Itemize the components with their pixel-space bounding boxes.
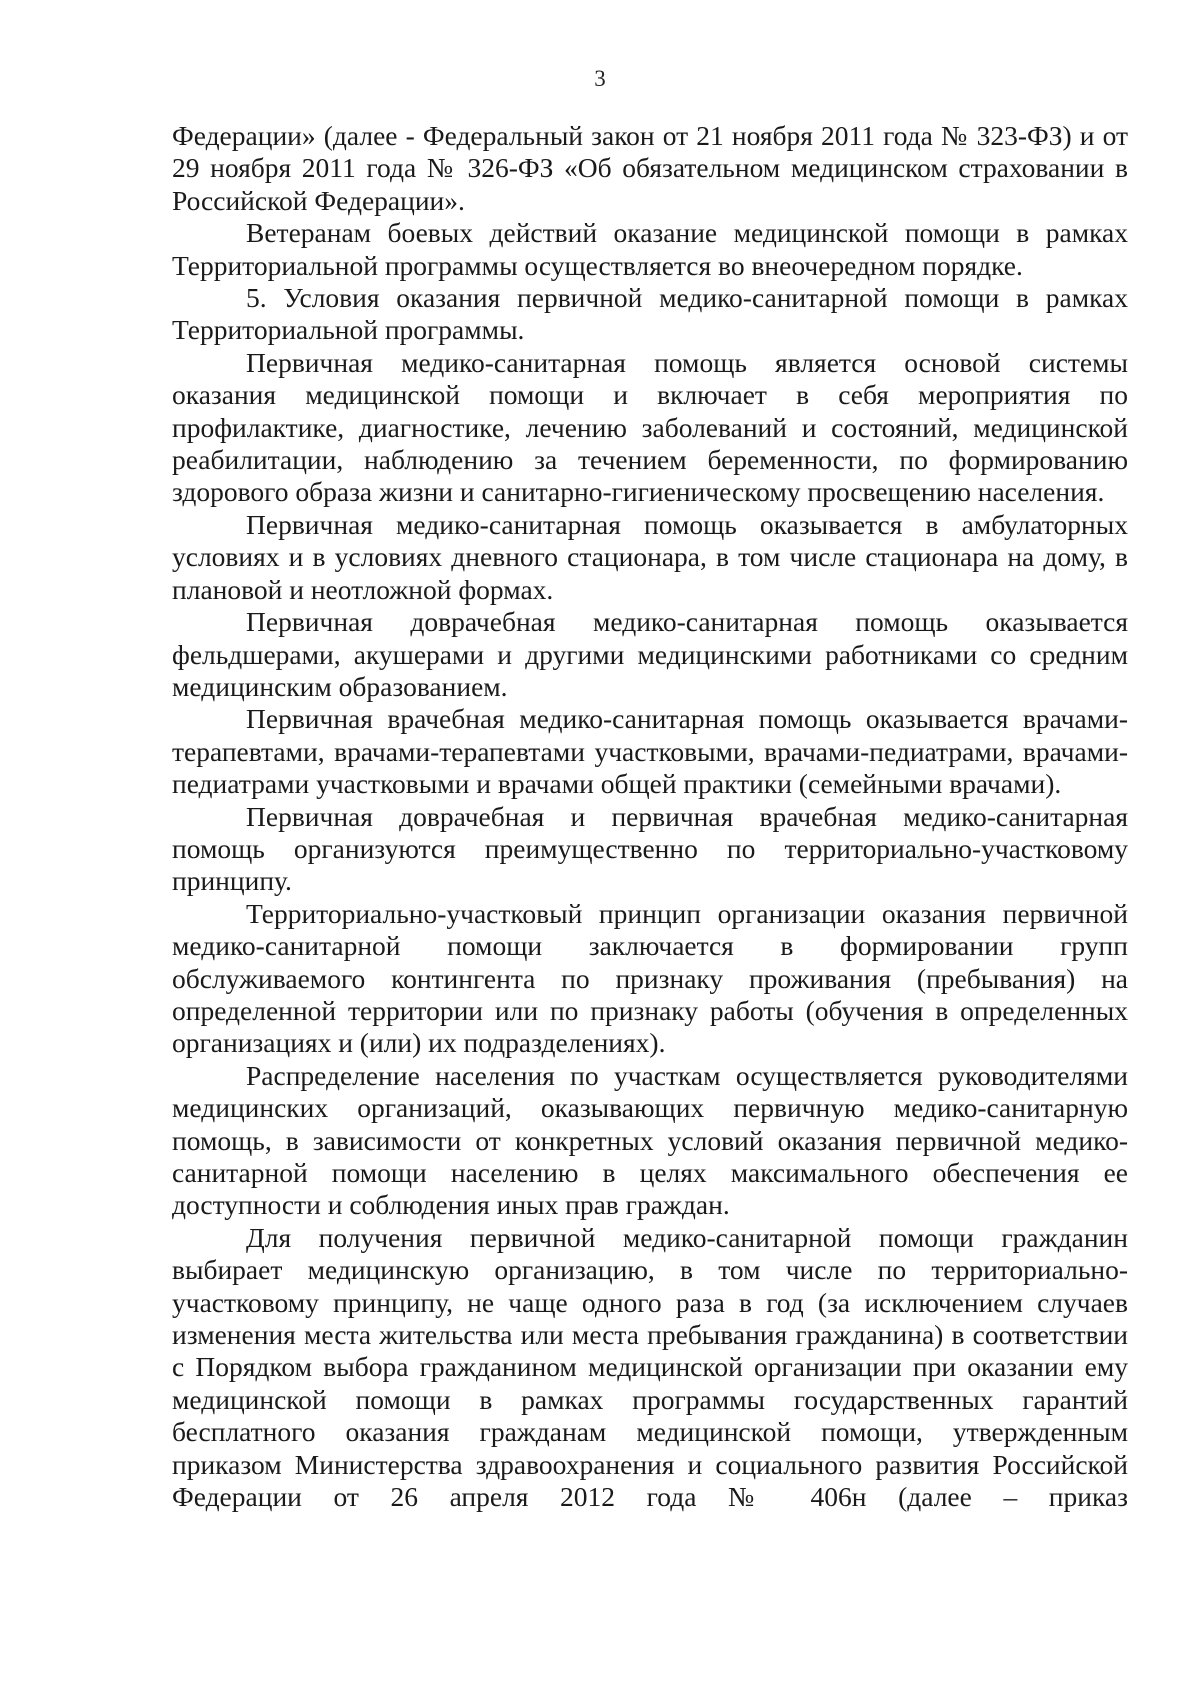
paragraph-primary-care-basis: Первичная медико-санитарная помощь является основой системы оказания медицинской помощи и включает в себя мероприятия по профилактике, диагностике, лечению заболеваний и состояний, медицинской реабилитации, наблюдению за течением беременности, по формированию здорового образа жизни и санитарно-гигиеническому просвещению населения. <box>172 346 1128 508</box>
document-body <box>172 120 1128 1513</box>
paragraph-territorial-principle: Первичная доврачебная и первичная врачебная медико-санитарная помощь организуются преимущественно по территориально-участковому принципу. <box>172 800 1128 897</box>
paragraph-prephysician-care: Первичная доврачебная медико-санитарная помощь оказывается фельдшерами, акушерами и другими медицинскими работниками со средним медицинским образованием. <box>172 606 1128 702</box>
paragraph-physician-care: Первичная врачебная медико-санитарная помощь оказывается врачами-терапевтами, врачами-терапевтами участковыми, врачами-педиатрами, врачами-педиатрами участковыми и врачами общей практики (семейными врачами). <box>172 703 1128 800</box>
paragraph-primary-care-conditions: Первичная медико-санитарная помощь оказывается в амбулаторных условиях и в условиях дневного стационара, в том числе стационара на дому, в плановой и неотложной формах. <box>172 508 1128 605</box>
page-number: 3 <box>594 66 606 91</box>
paragraph-continuation: Федерации» (далее - Федеральный закон от 21 ноября 2011 года № 323-ФЗ) и от 29 ноября 2011 года № 326-ФЗ «Об обязательном медицинском страховании в Российской Федерации». <box>172 120 1128 216</box>
paragraph-section-5-heading: 5. Условия оказания первичной медико-санитарной помощи в рамках Территориальной программы. <box>172 282 1128 346</box>
paragraph-population-distribution: Распределение населения по участкам осуществляется руководителями медицинских организаций, оказывающих первичную медико-санитарную помощь, в зависимости от конкретных условий оказания первичной медико-санитарной помощи населению в целях максимального обеспечения ее доступности и соблюдения иных прав граждан. <box>172 1059 1128 1221</box>
paragraph-veterans: Ветеранам боевых действий оказание медицинской помощи в рамках Территориальной программы осуществляется во внеочередном порядке. <box>172 217 1128 281</box>
paragraph-territorial-principle-definition: Территориально-участковый принцип организации оказания первичной медико-санитарной помощи заключается в формировании групп обслуживаемого контингента по признаку проживания (пребывания) на определенной территории или по признаку работы (обучения в определенных организациях и (или) их подразделениях). <box>172 897 1128 1059</box>
paragraph-organization-choice: Для получения первичной медико-санитарной помощи гражданин выбирает медицинскую организацию, в том числе по территориально-участковому принципу, не чаще одного раза в год (за исключением случаев изменения места жительства или места пребывания гражданина) в соответствии с Порядком выбора гражданином медицинской организации при оказании ему медицинской помощи в рамках программы государственных гарантий бесплатного оказания гражданам медицинской помощи, утвержденным приказом Министерства здравоохранения и социального развития Российской Федерации от 26 апреля 2012 года № 406н (далее – приказ <box>172 1221 1128 1513</box>
